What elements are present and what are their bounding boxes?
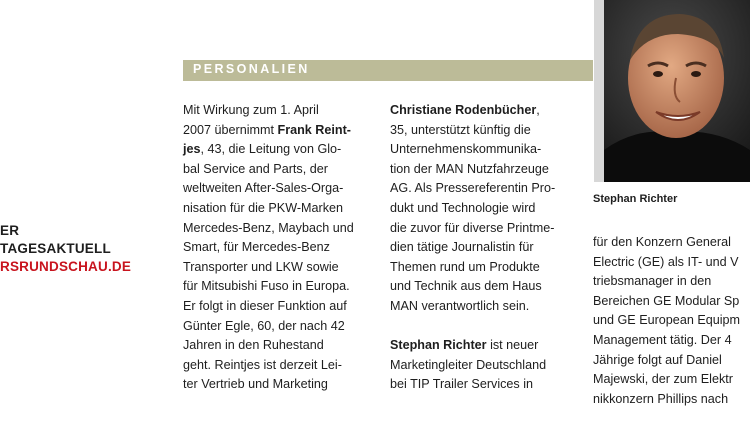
text-line: Bereichen GE Modular Sp bbox=[593, 293, 740, 308]
text-line: für Mitsubishi Fuso in Europa. bbox=[183, 279, 350, 294]
text-line: Themen rund um Produkte bbox=[390, 259, 540, 274]
text-line: tion der MAN Nutzfahrzeuge bbox=[390, 161, 549, 176]
article-column-3 bbox=[593, 233, 750, 409]
text-line: Günter Egle, 60, der nach 42 bbox=[183, 318, 345, 333]
text-line: weltweiten After-Sales-Orga- bbox=[183, 181, 344, 196]
text-line: jes, 43, die Leitung von Glo- bbox=[183, 142, 342, 157]
website-promo bbox=[0, 222, 131, 276]
text-line: ter Vertrieb und Marketing bbox=[183, 377, 328, 392]
text-line: Jahren in den Ruhestand bbox=[183, 338, 324, 353]
person-name: Frank Reint- bbox=[277, 122, 351, 137]
text-line: Mercedes-Benz, Maybach und bbox=[183, 220, 354, 235]
text-line: 2007 übernimmt Frank Reint- bbox=[183, 122, 351, 137]
text-line: dien tätige Journalistin für bbox=[390, 240, 534, 255]
text-line: AG. Als Pressereferentin Pro- bbox=[390, 181, 556, 196]
text-line: Jährige folgt auf Daniel bbox=[593, 352, 722, 367]
text-line: Smart, für Mercedes-Benz bbox=[183, 240, 330, 255]
section-title: PERSONALIEN bbox=[193, 62, 310, 76]
portrait-illustration bbox=[594, 0, 750, 182]
text-line: MAN verantwortlich sein. bbox=[390, 298, 530, 313]
text-line: nisation für die PKW-Marken bbox=[183, 200, 344, 215]
text-line: für den Konzern General bbox=[593, 235, 731, 249]
text-line: und GE European Equipm bbox=[593, 313, 741, 328]
text-line: Electric (GE) als IT- und V bbox=[593, 254, 739, 269]
promo-line-1: ER bbox=[0, 223, 20, 238]
photo-caption: Stephan Richter bbox=[593, 193, 678, 205]
person-name: jes bbox=[183, 142, 201, 157]
person-name: Christiane Rodenbücher bbox=[390, 103, 537, 117]
text-line: Er folgt in dieser Funktion auf bbox=[183, 298, 347, 313]
portrait-photo bbox=[594, 0, 750, 182]
text-line: nikkonzern Phillips nach bbox=[593, 391, 729, 406]
text-line: die zuvor für diverse Printme- bbox=[390, 220, 555, 235]
text-line: und Technik aus dem Haus bbox=[390, 279, 542, 294]
article-column-2 bbox=[390, 101, 590, 395]
text-line: Stephan Richter ist neuer bbox=[390, 338, 539, 353]
person-name: Stephan Richter bbox=[390, 338, 487, 353]
text-line: Transporter und LKW sowie bbox=[183, 259, 339, 274]
section-banner bbox=[183, 60, 593, 81]
text-line: triebsmanager in den bbox=[593, 274, 712, 289]
text-line: Management tätig. Der 4 bbox=[593, 332, 732, 347]
text-line: bei TIP Trailer Services in bbox=[390, 377, 534, 392]
text-line: Marketingleiter Deutschland bbox=[390, 357, 547, 372]
text-line: 35, unterstützt künftig die bbox=[390, 122, 531, 137]
article-column-1 bbox=[183, 101, 383, 395]
text-line: dukt und Technologie wird bbox=[390, 200, 536, 215]
text-line: bal Service and Parts, der bbox=[183, 161, 328, 176]
text-line: Majewski, der zum Elektr bbox=[593, 372, 733, 387]
text-line: geht. Reintjes ist derzeit Lei- bbox=[183, 357, 342, 372]
promo-line-2: TAGESAKTUELL bbox=[0, 241, 111, 256]
promo-url[interactable]: RSRUNDSCHAU.DE bbox=[0, 259, 132, 274]
paragraph-gap bbox=[390, 317, 590, 337]
text-line: Unternehmenskommunika- bbox=[390, 142, 542, 157]
text-line: Mit Wirkung zum 1. April bbox=[183, 103, 319, 117]
text-line: Christiane Rodenbücher, bbox=[390, 103, 540, 117]
